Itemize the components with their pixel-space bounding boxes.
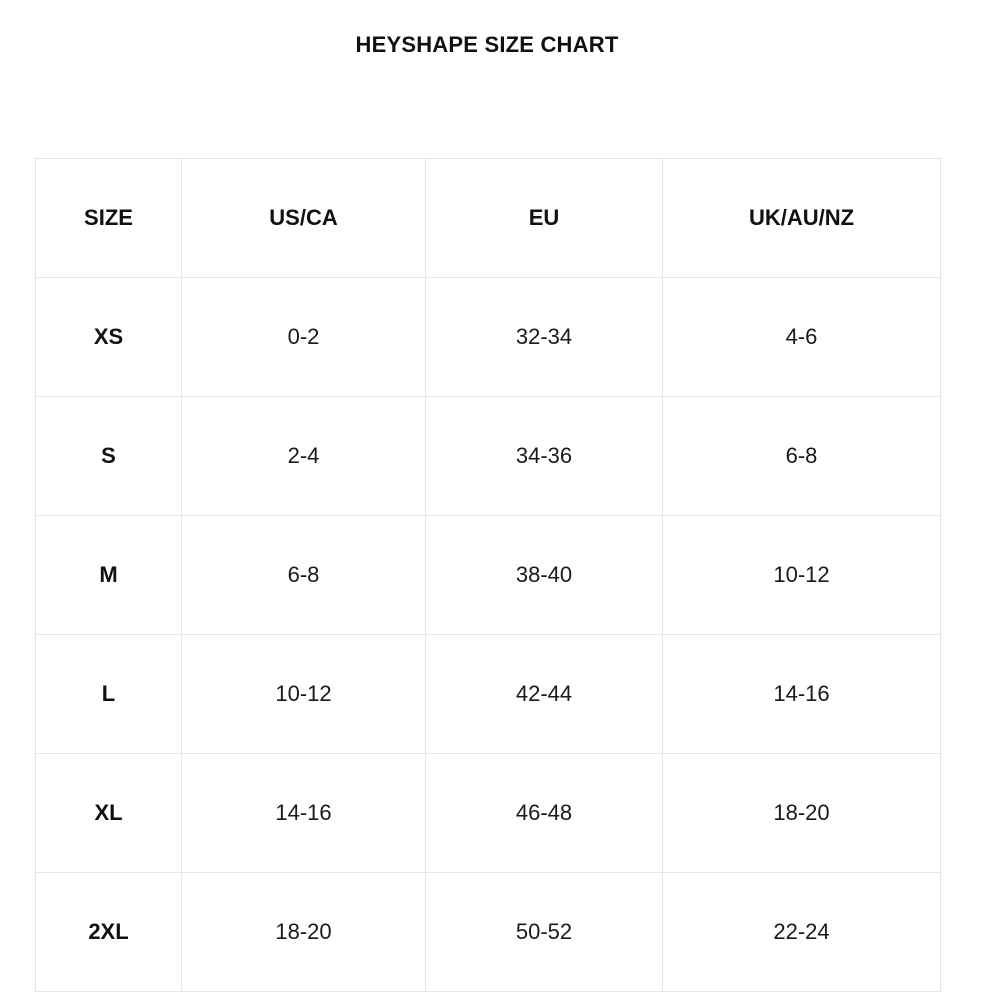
uk-au-nz-value: 4-6 [663,278,941,397]
uk-au-nz-value: 22-24 [663,873,941,992]
us-ca-value: 6-8 [182,516,426,635]
table-row [36,397,941,516]
us-ca-value: 10-12 [182,635,426,754]
uk-au-nz-value: 14-16 [663,635,941,754]
size-label: XS [36,278,182,397]
table-row [36,873,941,992]
eu-value: 32-34 [426,278,663,397]
header-us-ca: US/CA [182,159,426,278]
eu-value: 50-52 [426,873,663,992]
size-chart-table [35,158,941,992]
uk-au-nz-value: 10-12 [663,516,941,635]
uk-au-nz-value: 6-8 [663,397,941,516]
table-row [36,754,941,873]
table-row [36,516,941,635]
us-ca-value: 18-20 [182,873,426,992]
size-label: XL [36,754,182,873]
size-label: 2XL [36,873,182,992]
header-size: SIZE [36,159,182,278]
eu-value: 38-40 [426,516,663,635]
eu-value: 34-36 [426,397,663,516]
us-ca-value: 2-4 [182,397,426,516]
page-title: HEYSHAPE SIZE CHART [355,32,619,57]
us-ca-value: 14-16 [182,754,426,873]
eu-value: 42-44 [426,635,663,754]
us-ca-value: 0-2 [182,278,426,397]
eu-value: 46-48 [426,754,663,873]
size-label: S [36,397,182,516]
header-eu: EU [426,159,663,278]
table-row [36,278,941,397]
table-header-row [36,159,941,278]
uk-au-nz-value: 18-20 [663,754,941,873]
header-uk-au-nz: UK/AU/NZ [663,159,941,278]
size-label: M [36,516,182,635]
table-row [36,635,941,754]
size-label: L [36,635,182,754]
